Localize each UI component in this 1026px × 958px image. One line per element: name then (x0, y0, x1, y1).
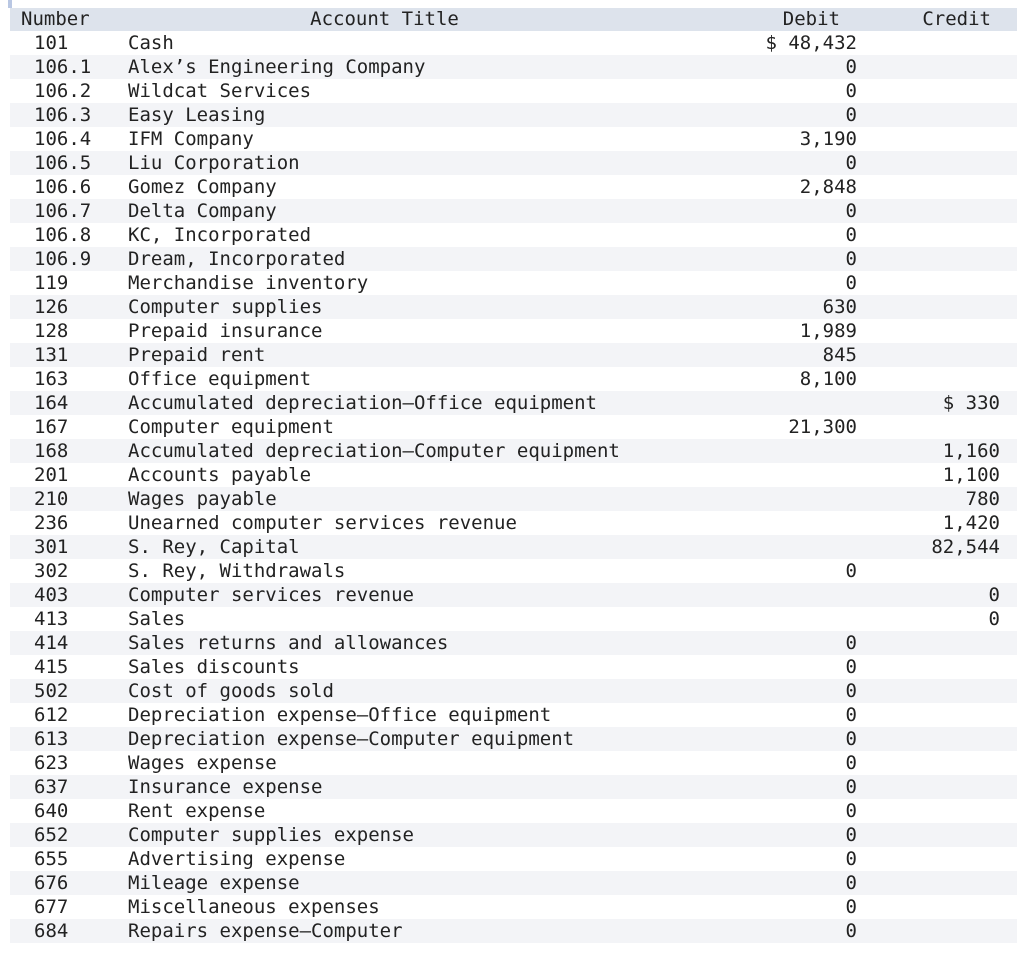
account-title-cell: Accounts payable (128, 464, 312, 486)
table-row (10, 607, 1017, 631)
trial-balance-table (10, 8, 1017, 943)
account-title-cell: Merchandise inventory (128, 272, 369, 294)
table-row (10, 535, 1017, 559)
debit-cell: 0 (845, 560, 857, 582)
account-number-cell: 612 (34, 704, 69, 726)
account-number-cell: 210 (34, 488, 69, 510)
account-number-cell: 302 (34, 560, 69, 582)
header-credit: Credit (922, 8, 991, 30)
debit-cell (665, 439, 861, 463)
table-row (10, 847, 1017, 871)
account-title-cell: KC, Incorporated (128, 224, 312, 246)
debit-cell: 845 (822, 344, 857, 366)
table-row (10, 751, 1017, 775)
credit-cell (861, 823, 1017, 847)
debit-cell (665, 535, 861, 559)
account-number-cell: 106.7 (34, 200, 92, 222)
table-row (10, 487, 1017, 511)
account-number-cell: 637 (34, 776, 69, 798)
table-row (10, 175, 1017, 199)
table-row (10, 655, 1017, 679)
account-number-cell: 613 (34, 728, 69, 750)
table-row (10, 31, 1017, 55)
table-row (10, 151, 1017, 175)
credit-cell (861, 559, 1017, 583)
account-number-cell: 167 (34, 416, 69, 438)
debit-cell: 0 (845, 680, 857, 702)
credit-cell (861, 871, 1017, 895)
account-title-cell: Dream, Incorporated (128, 248, 346, 270)
header-debit: Debit (782, 8, 840, 30)
debit-cell: 8,100 (799, 368, 857, 390)
debit-cell (665, 607, 861, 631)
credit-cell: 1,100 (942, 464, 1000, 486)
credit-cell (861, 199, 1017, 223)
debit-cell: $ 48,432 (765, 32, 857, 54)
account-title-cell: Accumulated depreciation—Computer equipment (128, 440, 620, 462)
account-title-cell: Cost of goods sold (128, 680, 334, 702)
account-number-cell: 106.6 (34, 176, 92, 198)
account-title-cell: Sales (128, 608, 186, 630)
debit-cell: 0 (845, 104, 857, 126)
table-row (10, 79, 1017, 103)
table-row (10, 127, 1017, 151)
debit-cell: 0 (845, 776, 857, 798)
debit-cell: 0 (845, 920, 857, 942)
credit-cell: 1,420 (942, 512, 1000, 534)
debit-cell: 0 (845, 800, 857, 822)
credit-cell (861, 799, 1017, 823)
credit-cell (861, 271, 1017, 295)
account-number-cell: 168 (34, 440, 69, 462)
credit-cell (861, 295, 1017, 319)
debit-cell: 0 (845, 224, 857, 246)
account-number-cell: 640 (34, 800, 69, 822)
account-title-cell: Wages payable (128, 488, 277, 510)
account-number-cell: 236 (34, 512, 69, 534)
table-body (10, 31, 1017, 943)
account-number-cell: 164 (34, 392, 69, 414)
account-title-cell: S. Rey, Capital (128, 536, 300, 558)
account-title-cell: Wildcat Services (128, 80, 312, 102)
account-number-cell: 403 (34, 584, 69, 606)
credit-cell (861, 415, 1017, 439)
table-row (10, 439, 1017, 463)
account-number-cell: 684 (34, 920, 69, 942)
credit-cell (861, 703, 1017, 727)
debit-cell: 0 (845, 632, 857, 654)
account-title-cell: Sales returns and allowances (128, 632, 449, 654)
credit-cell: $ 330 (942, 392, 1000, 414)
account-number-cell: 652 (34, 824, 69, 846)
table-row (10, 367, 1017, 391)
account-number-cell: 655 (34, 848, 69, 870)
credit-cell (861, 919, 1017, 943)
table-row (10, 727, 1017, 751)
table-row (10, 823, 1017, 847)
table-row (10, 919, 1017, 943)
table-row (10, 511, 1017, 535)
table-row (10, 391, 1017, 415)
table-row (10, 103, 1017, 127)
debit-cell: 630 (822, 296, 857, 318)
account-number-cell: 106.8 (34, 224, 92, 246)
account-number-cell: 414 (34, 632, 69, 654)
account-title-cell: Unearned computer services revenue (128, 512, 517, 534)
table-row (10, 463, 1017, 487)
account-title-cell: Gomez Company (128, 176, 277, 198)
table-row (10, 415, 1017, 439)
account-title-cell: Computer equipment (128, 416, 334, 438)
account-number-cell: 415 (34, 656, 69, 678)
credit-cell (861, 847, 1017, 871)
account-number-cell: 106.1 (34, 56, 92, 78)
account-number-cell: 623 (34, 752, 69, 774)
credit-cell: 82,544 (931, 536, 1000, 558)
credit-cell (861, 31, 1017, 55)
credit-cell (861, 655, 1017, 679)
credit-cell (861, 751, 1017, 775)
account-title-cell: S. Rey, Withdrawals (128, 560, 346, 582)
credit-cell: 0 (988, 584, 1000, 606)
debit-cell: 0 (845, 56, 857, 78)
debit-cell: 0 (845, 824, 857, 846)
account-number-cell: 106.9 (34, 248, 92, 270)
table-row (10, 775, 1017, 799)
credit-cell: 1,160 (942, 440, 1000, 462)
debit-cell (665, 487, 861, 511)
credit-cell (861, 55, 1017, 79)
debit-cell: 0 (845, 872, 857, 894)
table-row (10, 703, 1017, 727)
debit-cell (665, 583, 861, 607)
table-row (10, 895, 1017, 919)
account-number-cell: 106.4 (34, 128, 92, 150)
account-number-cell: 106.5 (34, 152, 92, 174)
header-row (10, 8, 1017, 31)
table-row (10, 799, 1017, 823)
table-row (10, 295, 1017, 319)
account-number-cell: 106.3 (34, 104, 92, 126)
account-title-cell: Sales discounts (128, 656, 300, 678)
table-row (10, 631, 1017, 655)
table-row (10, 247, 1017, 271)
table-row (10, 223, 1017, 247)
account-title-cell: Depreciation expense—Office equipment (128, 704, 552, 726)
credit-cell (861, 247, 1017, 271)
debit-cell: 21,300 (788, 416, 857, 438)
debit-cell: 0 (845, 896, 857, 918)
debit-cell: 0 (845, 848, 857, 870)
account-title-cell: Computer supplies expense (128, 824, 414, 846)
account-number-cell: 126 (34, 296, 69, 318)
table-row (10, 319, 1017, 343)
credit-cell (861, 175, 1017, 199)
account-title-cell: Repairs expense—Computer (128, 920, 403, 942)
credit-cell (861, 775, 1017, 799)
account-title-cell: Easy Leasing (128, 104, 266, 126)
table-row (10, 871, 1017, 895)
debit-cell (665, 391, 861, 415)
account-title-cell: Prepaid rent (128, 344, 266, 366)
account-number-cell: 301 (34, 536, 69, 558)
account-title-cell: Office equipment (128, 368, 312, 390)
debit-cell: 0 (845, 656, 857, 678)
credit-cell (861, 727, 1017, 751)
debit-cell: 0 (845, 752, 857, 774)
credit-cell (861, 319, 1017, 343)
account-title-cell: Insurance expense (128, 776, 323, 798)
credit-cell (861, 343, 1017, 367)
credit-cell (861, 679, 1017, 703)
account-title-cell: Prepaid insurance (128, 320, 323, 342)
account-title-cell: Alex’s Engineering Company (128, 56, 426, 78)
account-title-cell: Depreciation expense—Computer equipment (128, 728, 575, 750)
table-row (10, 559, 1017, 583)
account-number-cell: 502 (34, 680, 69, 702)
debit-cell: 0 (845, 200, 857, 222)
credit-cell (861, 367, 1017, 391)
account-title-cell: Rent expense (128, 800, 266, 822)
table-row (10, 679, 1017, 703)
table-row (10, 583, 1017, 607)
debit-cell: 3,190 (799, 128, 857, 150)
account-title-cell: Computer supplies (128, 296, 323, 318)
account-title-cell: Delta Company (128, 200, 277, 222)
header-account-title: Account Title (310, 8, 459, 30)
credit-cell: 780 (965, 488, 1000, 510)
debit-cell: 0 (845, 728, 857, 750)
account-number-cell: 676 (34, 872, 69, 894)
account-title-cell: Advertising expense (128, 848, 346, 870)
credit-cell (861, 103, 1017, 127)
header-number: Number (21, 8, 90, 30)
account-title-cell: Accumulated depreciation—Office equipment (128, 392, 597, 414)
credit-cell (861, 631, 1017, 655)
account-number-cell: 106.2 (34, 80, 92, 102)
debit-cell (665, 463, 861, 487)
debit-cell: 1,989 (799, 320, 857, 342)
table-header (10, 8, 1017, 31)
debit-cell: 0 (845, 272, 857, 294)
table-row (10, 271, 1017, 295)
account-title-cell: Wages expense (128, 752, 277, 774)
debit-cell: 2,848 (799, 176, 857, 198)
table-row (10, 343, 1017, 367)
account-number-cell: 119 (34, 272, 69, 294)
account-number-cell: 163 (34, 368, 69, 390)
credit-cell (861, 151, 1017, 175)
credit-cell: 0 (988, 608, 1000, 630)
corner-accent (8, 0, 12, 8)
debit-cell: 0 (845, 80, 857, 102)
debit-cell: 0 (845, 704, 857, 726)
credit-cell (861, 127, 1017, 151)
credit-cell (861, 223, 1017, 247)
account-title-cell: Computer services revenue (128, 584, 414, 606)
table-row (10, 199, 1017, 223)
account-title-cell: IFM Company (128, 128, 254, 150)
account-title-cell: Liu Corporation (128, 152, 300, 174)
debit-cell: 0 (845, 248, 857, 270)
table-row (10, 55, 1017, 79)
account-number-cell: 413 (34, 608, 69, 630)
debit-cell: 0 (845, 152, 857, 174)
account-number-cell: 201 (34, 464, 69, 486)
account-number-cell: 131 (34, 344, 69, 366)
account-number-cell: 128 (34, 320, 69, 342)
account-title-cell: Cash (128, 32, 174, 54)
credit-cell (861, 79, 1017, 103)
account-title-cell: Miscellaneous expenses (128, 896, 380, 918)
account-title-cell: Mileage expense (128, 872, 300, 894)
account-number-cell: 677 (34, 896, 69, 918)
debit-cell (665, 511, 861, 535)
credit-cell (861, 895, 1017, 919)
account-number-cell: 101 (34, 32, 69, 54)
